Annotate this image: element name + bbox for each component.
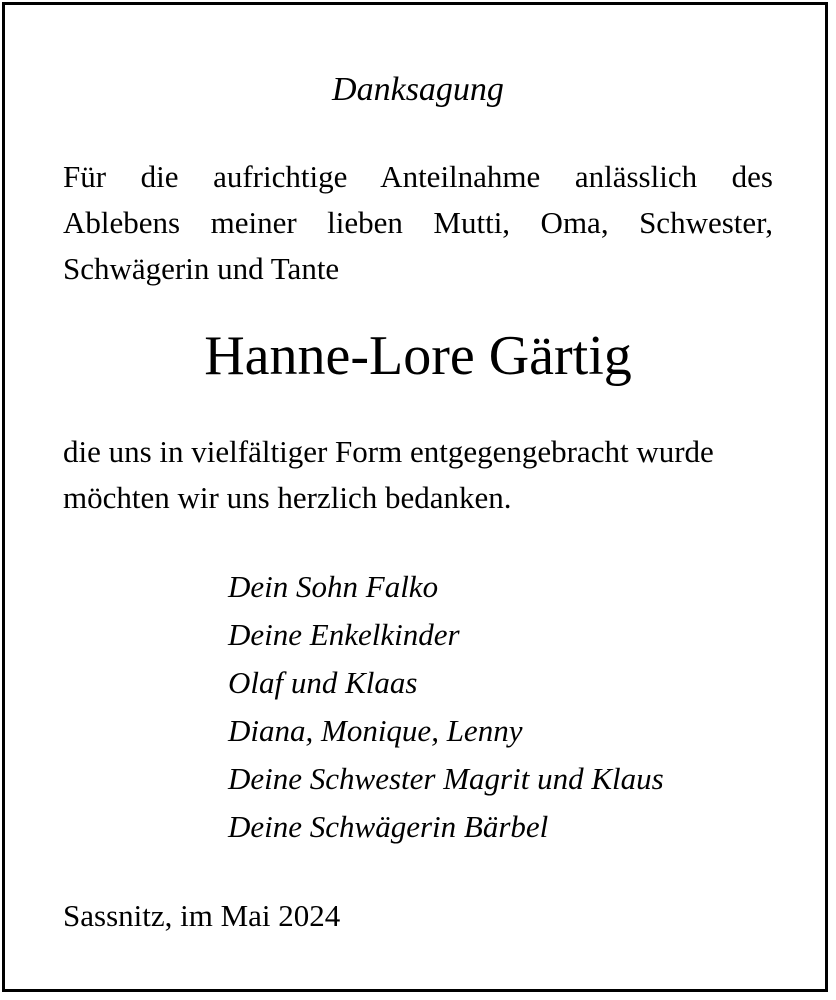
signers-list	[228, 563, 664, 851]
deceased-name: Hanne-Lore Gärtig	[204, 325, 632, 387]
intro-paragraph	[63, 154, 773, 292]
signer-line: Diana, Monique, Lenny	[228, 713, 523, 748]
signer-line: Deine Schwägerin Bärbel	[228, 809, 549, 844]
signer-line: Dein Sohn Falko	[228, 569, 439, 604]
thanks-line: möchten wir uns herzlich bedanken.	[63, 480, 512, 515]
signer-line: Deine Schwester Magrit und Klaus	[228, 761, 664, 796]
notice-heading: Danksagung	[332, 71, 504, 108]
place-date: Sassnitz, im Mai 2024	[63, 898, 341, 933]
thanks-line: die uns in vielfältiger Form entgegengebracht wurde	[63, 434, 714, 469]
intro-line: Ablebens meiner lieben Mutti, Oma, Schwester,	[63, 205, 773, 240]
intro-line: Schwägerin und Tante	[63, 251, 340, 286]
intro-line: Für die aufrichtige Anteilnahme anlässlich des	[63, 159, 773, 194]
thanks-paragraph	[63, 429, 783, 521]
signer-line: Deine Enkelkinder	[228, 617, 460, 652]
signer-line: Olaf und Klaas	[228, 665, 418, 700]
